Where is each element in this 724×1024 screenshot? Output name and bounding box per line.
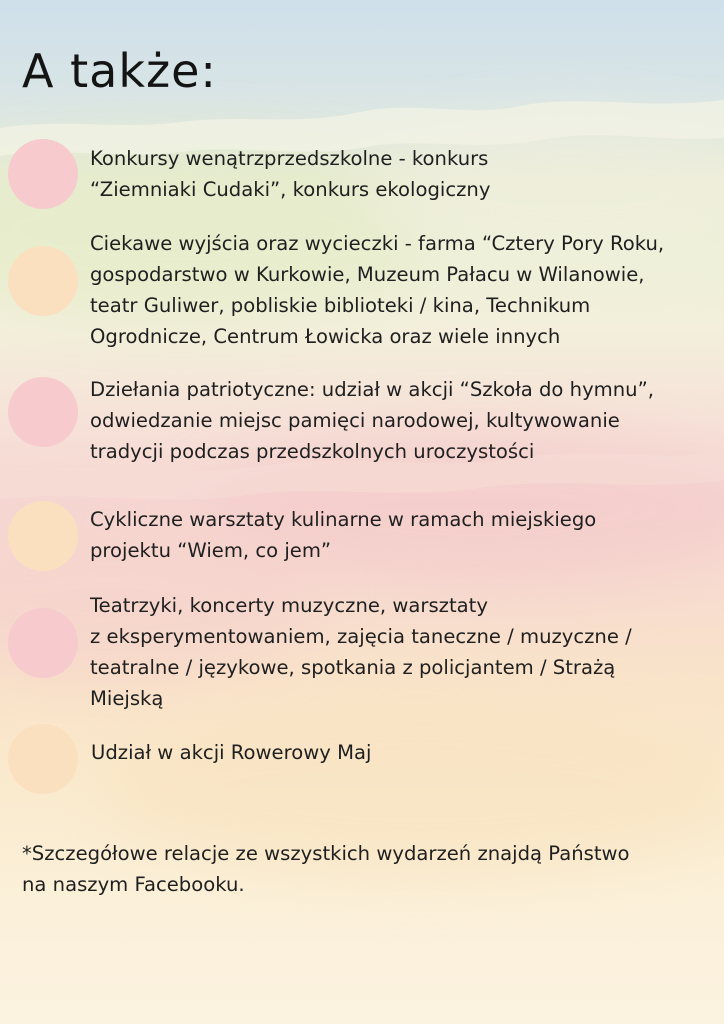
list-item-line: odwiedzanie miejsc pamięci narodowej, kultywowanie	[90, 409, 620, 432]
list-item-line: teatralne / językowe, spotkania z policjantem / Strażą	[90, 656, 616, 679]
list-item-line: Cykliczne warsztaty kulinarne w ramach miejskiego	[90, 508, 597, 531]
bullet-circle-pink	[8, 377, 78, 447]
page-title: A także:	[22, 44, 217, 98]
footnote	[22, 838, 712, 900]
footnote-line: na naszym Facebooku.	[22, 873, 245, 896]
list-item-line: Miejską	[90, 687, 164, 710]
list-item	[90, 504, 715, 566]
list-item-line: Ciekawe wyjścia oraz wycieczki - farma “Cztery Pory Roku,	[90, 232, 665, 255]
list-item-line: tradycji podczas przedszkolnych uroczystości	[90, 440, 535, 463]
list-item	[90, 590, 715, 714]
bullet-circle-peach	[8, 246, 78, 316]
list-item	[90, 228, 715, 352]
bullet-circle-pink	[8, 139, 78, 209]
list-item-line: projektu “Wiem, co jem”	[90, 539, 332, 562]
list-item-line: Dziełania patriotyczne: udział w akcji “Szkoła do hymnu”,	[90, 378, 654, 401]
list-item-line: Konkursy wenątrzprzedszkolne - konkurs	[90, 147, 489, 170]
list-item	[91, 737, 716, 768]
list-item-line: Udział w akcji Rowerowy Maj	[91, 741, 372, 764]
footnote-line: *Szczegółowe relacje ze wszystkich wydarzeń znajdą Państwo	[22, 842, 630, 865]
bullet-circle-pink	[8, 608, 78, 678]
list-item-line: Teatrzyki, koncerty muzyczne, warsztaty	[90, 594, 488, 617]
list-item	[90, 143, 715, 205]
list-item-line: z eksperymentowaniem, zajęcia taneczne / muzyczne /	[90, 625, 632, 648]
list-item-line: Ogrodnicze, Centrum Łowicka oraz wiele innych	[90, 325, 561, 348]
bullet-circle-peach	[8, 501, 78, 571]
list-item	[90, 374, 715, 467]
list-item-line: gospodarstwo w Kurkowie, Muzeum Pałacu w Wilanowie,	[90, 263, 645, 286]
list-item-line: “Ziemniaki Cudaki”, konkurs ekologiczny	[90, 178, 491, 201]
list-item-line: teatr Guliwer, pobliskie biblioteki / kina, Technikum	[90, 294, 591, 317]
bullet-circle-peach	[8, 724, 78, 794]
